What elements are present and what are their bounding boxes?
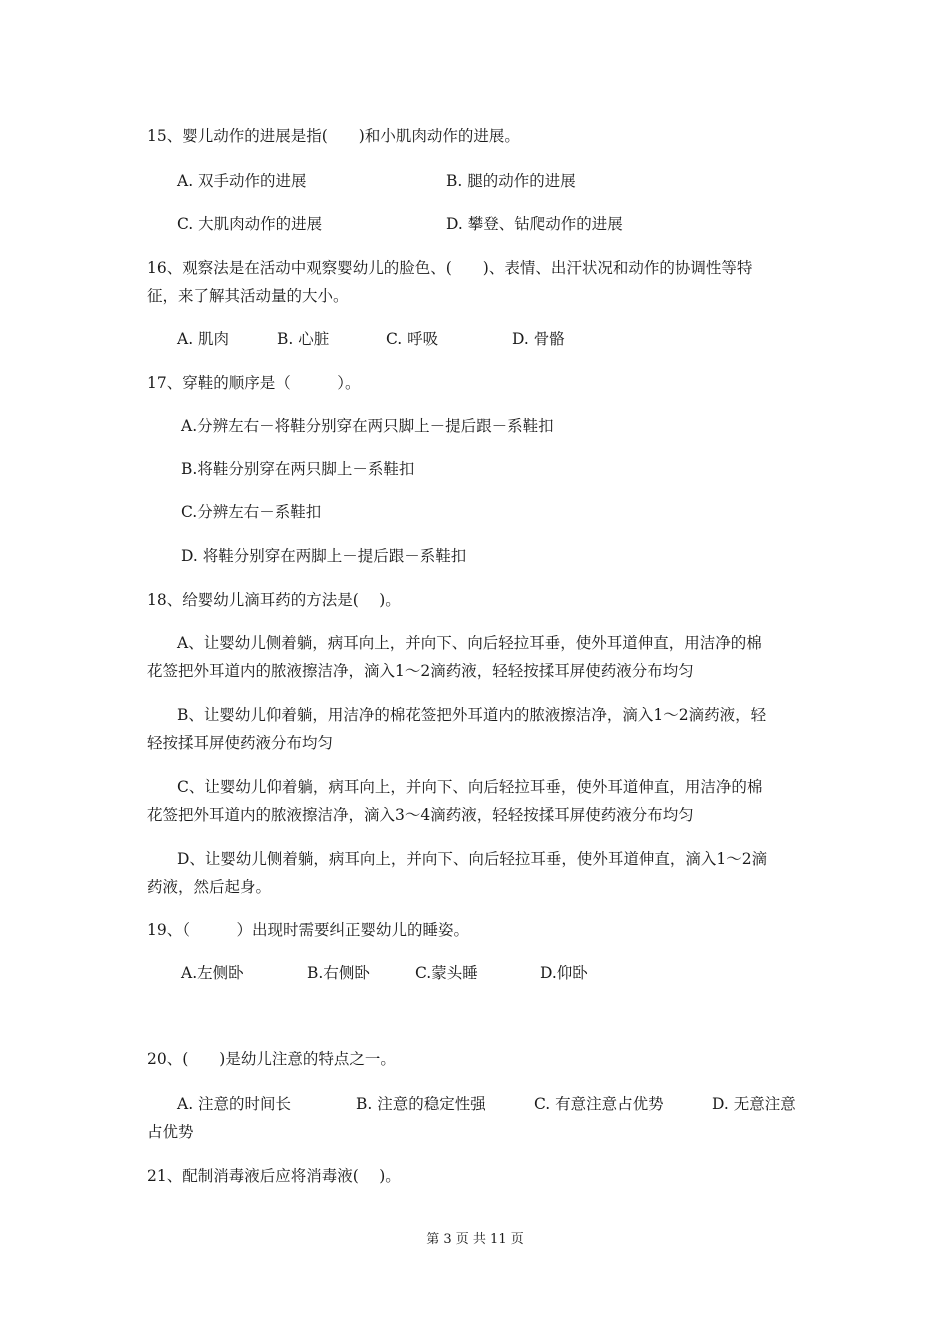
question-17-option-c: C.分辨左右－系鞋扣 [181, 503, 322, 521]
question-15-option-d: D. 攀登、钻爬动作的进展 [446, 215, 623, 233]
question-20-option-d: D. 无意注意 [712, 1095, 796, 1113]
question-18-option-c-line-1: C、让婴幼儿仰着躺，病耳向上，并向下、向后轻拉耳垂，使外耳道伸直，用洁净的棉 [177, 778, 763, 796]
question-19-stem: 19、（ ）出现时需要纠正婴幼儿的睡姿。 [147, 921, 469, 939]
question-18-option-a-line-1: A、让婴幼儿侧着躺，病耳向上，并向下、向后轻拉耳垂，使外耳道伸直，用洁净的棉 [177, 634, 762, 652]
question-16-option-a: A. 肌肉 [177, 330, 230, 348]
question-17-option-a: A.分辨左右－将鞋分别穿在两只脚上－提后跟－系鞋扣 [181, 417, 554, 435]
question-16-option-c: C. 呼吸 [386, 330, 439, 348]
question-18-option-d-line-2: 药液，然后起身。 [147, 878, 272, 896]
question-20-option-a: A. 注意的时间长 [177, 1095, 292, 1113]
question-19-option-d: D.仰卧 [540, 964, 588, 982]
question-21-stem: 21、配制消毒液后应将消毒液( )。 [147, 1167, 401, 1185]
question-17-stem: 17、穿鞋的顺序是（ ）。 [147, 374, 361, 392]
question-18-option-c-line-2: 花签把外耳道内的脓液擦洁净，滴入3～4滴药液，轻轻按揉耳屏使药液分布均匀 [147, 806, 694, 824]
question-19-option-c: C.蒙头睡 [415, 964, 478, 982]
question-18-option-b-line-1: B、让婴幼儿仰着躺，用洁净的棉花签把外耳道内的脓液擦洁净，滴入1～2滴药液，轻 [177, 706, 767, 724]
question-19-option-a: A.左侧卧 [181, 964, 244, 982]
question-20-stem: 20、( )是幼儿注意的特点之一。 [147, 1050, 396, 1068]
page-number-footer: 第 3 页 共 11 页 [426, 1232, 524, 1247]
question-16-option-d: D. 骨骼 [512, 330, 565, 348]
question-16-stem-line-2: 征，来了解其活动量的大小。 [147, 287, 349, 305]
question-20-option-b: B. 注意的稳定性强 [356, 1095, 486, 1113]
question-15-option-a: A. 双手动作的进展 [177, 172, 307, 190]
question-15-stem: 15、婴儿动作的进展是指( )和小肌肉动作的进展。 [147, 127, 520, 145]
question-18-option-a-line-2: 花签把外耳道内的脓液擦洁净，滴入1～2滴药液，轻轻按揉耳屏使药液分布均匀 [147, 662, 694, 680]
question-18-option-d-line-1: D、让婴幼儿侧着躺，病耳向上，并向下、向后轻拉耳垂，使外耳道伸直，滴入1～2滴 [177, 850, 768, 868]
question-20-option-d-continued: 占优势 [147, 1123, 194, 1141]
question-15-option-c: C. 大肌肉动作的进展 [177, 215, 323, 233]
question-15-option-b: B. 腿的动作的进展 [446, 172, 576, 190]
question-19-option-b: B.右侧卧 [307, 964, 370, 982]
question-16-option-b: B. 心脏 [277, 330, 330, 348]
question-16-stem-line-1: 16、观察法是在活动中观察婴幼儿的脸色、( )、表情、出汗状况和动作的协调性等特 [147, 259, 753, 277]
question-17-option-b: B.将鞋分别穿在两只脚上－系鞋扣 [181, 460, 415, 478]
question-17-option-d: D. 将鞋分别穿在两脚上－提后跟－系鞋扣 [181, 547, 467, 565]
question-18-option-b-line-2: 轻按揉耳屏使药液分布均匀 [147, 734, 334, 752]
question-18-stem: 18、给婴幼儿滴耳药的方法是( )。 [147, 591, 401, 609]
question-20-option-c: C. 有意注意占优势 [534, 1095, 664, 1113]
